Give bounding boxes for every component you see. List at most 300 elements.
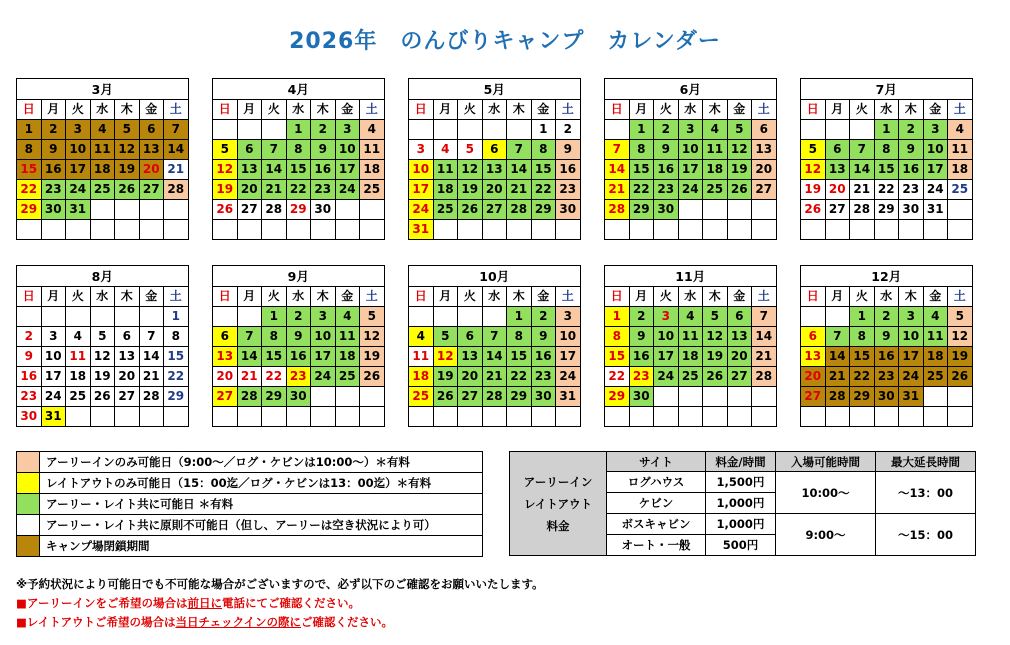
day-cell: 3 [678, 120, 703, 140]
day-cell: 19 [115, 160, 140, 180]
day-cell: 14 [752, 327, 777, 347]
day-cell: 25 [335, 367, 360, 387]
day-cell: 9 [531, 327, 556, 347]
day-cell: 31 [409, 220, 434, 240]
day-cell: 7 [752, 307, 777, 327]
day-cell: 22 [531, 180, 556, 200]
fee-label-line: レイトアウト [523, 496, 593, 511]
day-cell: 16 [41, 160, 66, 180]
day-cell [458, 307, 483, 327]
day-cell: 27 [801, 387, 826, 407]
day-cell [948, 407, 973, 427]
day-cell: 6 [458, 327, 483, 347]
day-cell [482, 307, 507, 327]
day-cell: 8 [286, 140, 311, 160]
day-cell: 8 [531, 140, 556, 160]
day-cell: 25 [678, 367, 703, 387]
day-cell: 8 [262, 327, 287, 347]
day-cell: 2 [899, 120, 924, 140]
day-cell [66, 220, 91, 240]
weekday-header: 月 [825, 100, 850, 120]
fee-label-line: アーリーイン [523, 474, 593, 489]
day-cell: 17 [654, 347, 679, 367]
day-cell: 25 [360, 180, 385, 200]
note-emphasis: 前日に [187, 596, 223, 610]
day-cell [923, 387, 948, 407]
weekday-header: 火 [458, 287, 483, 307]
day-cell [605, 220, 630, 240]
day-cell [311, 387, 336, 407]
weekday-header: 火 [654, 100, 679, 120]
day-cell: 22 [164, 367, 189, 387]
day-cell [654, 387, 679, 407]
day-cell: 27 [237, 200, 262, 220]
day-cell [409, 307, 434, 327]
weekday-header: 土 [752, 100, 777, 120]
month-label: 7月 [801, 79, 973, 100]
month-calendar [604, 78, 777, 240]
day-cell [433, 407, 458, 427]
weekday-header: 土 [360, 287, 385, 307]
day-cell: 23 [899, 180, 924, 200]
fee-max-time: ～13：00 [876, 472, 976, 514]
day-cell: 7 [139, 327, 164, 347]
day-cell: 10 [66, 140, 91, 160]
day-cell: 27 [139, 180, 164, 200]
day-cell: 6 [139, 120, 164, 140]
day-cell [139, 307, 164, 327]
day-cell: 20 [482, 180, 507, 200]
day-cell: 13 [237, 160, 262, 180]
legend-row [17, 494, 483, 515]
day-cell [507, 407, 532, 427]
day-cell [335, 200, 360, 220]
weekday-header: 金 [923, 287, 948, 307]
day-cell [164, 200, 189, 220]
day-cell [678, 387, 703, 407]
day-cell [727, 200, 752, 220]
day-cell: 15 [629, 160, 654, 180]
day-cell [213, 307, 238, 327]
day-cell [948, 387, 973, 407]
day-cell: 8 [850, 327, 875, 347]
day-cell: 6 [237, 140, 262, 160]
weekday-header: 日 [409, 287, 434, 307]
day-cell: 13 [801, 347, 826, 367]
day-cell [825, 407, 850, 427]
weekday-header: 水 [90, 287, 115, 307]
day-cell: 27 [115, 387, 140, 407]
day-cell [752, 220, 777, 240]
day-cell: 23 [629, 367, 654, 387]
day-cell [703, 200, 728, 220]
day-cell [703, 407, 728, 427]
weekday-header: 火 [66, 287, 91, 307]
weekday-header: 月 [825, 287, 850, 307]
day-cell: 8 [17, 140, 42, 160]
day-cell: 19 [703, 347, 728, 367]
day-cell: 13 [458, 347, 483, 367]
day-cell [115, 200, 140, 220]
day-cell: 23 [17, 387, 42, 407]
day-cell: 17 [923, 160, 948, 180]
weekday-header: 月 [629, 100, 654, 120]
day-cell [531, 220, 556, 240]
day-cell: 28 [482, 387, 507, 407]
day-cell: 16 [17, 367, 42, 387]
weekday-header: 土 [164, 287, 189, 307]
day-cell: 29 [874, 200, 899, 220]
day-cell: 1 [507, 307, 532, 327]
day-cell [678, 220, 703, 240]
day-cell: 29 [850, 387, 875, 407]
day-cell [164, 220, 189, 240]
day-cell: 5 [703, 307, 728, 327]
day-cell: 6 [115, 327, 140, 347]
day-cell: 14 [825, 347, 850, 367]
day-cell: 11 [948, 140, 973, 160]
day-cell: 30 [41, 200, 66, 220]
day-cell: 29 [286, 200, 311, 220]
day-cell: 14 [605, 160, 630, 180]
day-cell: 8 [507, 327, 532, 347]
day-cell: 3 [66, 120, 91, 140]
day-cell: 9 [629, 327, 654, 347]
day-cell: 12 [801, 160, 826, 180]
day-cell: 9 [874, 327, 899, 347]
day-cell: 11 [90, 140, 115, 160]
legend-swatch [17, 473, 40, 494]
fee-header-price: 料金/時間 [706, 452, 776, 472]
day-cell: 17 [678, 160, 703, 180]
day-cell: 19 [360, 347, 385, 367]
day-cell: 1 [286, 120, 311, 140]
weekday-header: 水 [482, 287, 507, 307]
day-cell: 24 [678, 180, 703, 200]
weekday-header: 火 [262, 287, 287, 307]
day-cell: 3 [335, 120, 360, 140]
day-cell: 14 [507, 160, 532, 180]
day-cell: 24 [335, 180, 360, 200]
day-cell: 6 [727, 307, 752, 327]
legend-swatch [17, 536, 40, 557]
day-cell [360, 407, 385, 427]
day-cell: 3 [409, 140, 434, 160]
day-cell: 29 [507, 387, 532, 407]
day-cell: 26 [90, 387, 115, 407]
day-cell: 15 [531, 160, 556, 180]
weekday-header: 水 [482, 100, 507, 120]
day-cell [286, 407, 311, 427]
weekday-header: 土 [556, 100, 581, 120]
weekday-header: 日 [605, 287, 630, 307]
day-cell: 1 [850, 307, 875, 327]
day-cell: 5 [727, 120, 752, 140]
fee-price: 1,500円 [706, 472, 776, 493]
fee-entry-time: 9:00～ [776, 514, 876, 556]
weekday-header: 月 [41, 287, 66, 307]
weekday-header: 土 [360, 100, 385, 120]
day-cell: 13 [752, 140, 777, 160]
note-text: ■レイトアウトご希望の場合は [16, 615, 176, 629]
day-cell: 9 [311, 140, 336, 160]
day-cell [654, 407, 679, 427]
weekday-header: 月 [433, 287, 458, 307]
day-cell: 18 [335, 347, 360, 367]
day-cell [923, 407, 948, 427]
day-cell: 15 [850, 347, 875, 367]
day-cell: 7 [825, 327, 850, 347]
day-cell [825, 307, 850, 327]
day-cell: 1 [17, 120, 42, 140]
day-cell: 15 [874, 160, 899, 180]
day-cell [629, 407, 654, 427]
day-cell: 8 [605, 327, 630, 347]
day-cell [139, 200, 164, 220]
day-cell [66, 407, 91, 427]
weekday-header: 日 [17, 100, 42, 120]
day-cell: 20 [752, 160, 777, 180]
day-cell: 26 [801, 200, 826, 220]
month-label: 6月 [605, 79, 777, 100]
weekday-header: 金 [727, 100, 752, 120]
day-cell: 22 [17, 180, 42, 200]
day-cell: 11 [335, 327, 360, 347]
day-cell: 5 [115, 120, 140, 140]
day-cell [874, 407, 899, 427]
day-cell [825, 220, 850, 240]
fee-header-max: 最大延長時間 [876, 452, 976, 472]
weekday-header: 木 [899, 287, 924, 307]
day-cell [482, 120, 507, 140]
day-cell: 22 [874, 180, 899, 200]
day-cell: 10 [899, 327, 924, 347]
day-cell [654, 220, 679, 240]
day-cell: 15 [286, 160, 311, 180]
day-cell: 24 [41, 387, 66, 407]
day-cell: 21 [139, 367, 164, 387]
weekday-header: 木 [115, 287, 140, 307]
day-cell: 19 [458, 180, 483, 200]
note-3 [16, 613, 544, 632]
page-title: 2026年 のんびりキャンプ カレンダー [289, 29, 721, 54]
day-cell [262, 220, 287, 240]
weekday-header: 木 [507, 100, 532, 120]
day-cell: 23 [874, 367, 899, 387]
day-cell [605, 407, 630, 427]
fee-site: ボスキャビン [607, 514, 706, 535]
day-cell: 31 [923, 200, 948, 220]
day-cell [90, 200, 115, 220]
day-cell: 29 [629, 200, 654, 220]
day-cell [41, 220, 66, 240]
day-cell: 14 [164, 140, 189, 160]
day-cell: 6 [801, 327, 826, 347]
day-cell [237, 307, 262, 327]
weekday-header: 月 [433, 100, 458, 120]
weekday-header: 土 [556, 287, 581, 307]
day-cell: 13 [139, 140, 164, 160]
day-cell: 27 [213, 387, 238, 407]
day-cell: 4 [409, 327, 434, 347]
day-cell [678, 200, 703, 220]
day-cell [17, 220, 42, 240]
day-cell: 4 [335, 307, 360, 327]
day-cell: 20 [727, 347, 752, 367]
day-cell [213, 220, 238, 240]
weekday-header: 日 [801, 287, 826, 307]
day-cell: 4 [360, 120, 385, 140]
day-cell: 25 [948, 180, 973, 200]
day-cell [727, 220, 752, 240]
weekday-header: 木 [311, 287, 336, 307]
day-cell: 23 [654, 180, 679, 200]
day-cell: 8 [629, 140, 654, 160]
day-cell: 25 [923, 367, 948, 387]
day-cell: 27 [458, 387, 483, 407]
day-cell: 20 [115, 367, 140, 387]
day-cell: 9 [899, 140, 924, 160]
weekday-header: 火 [66, 100, 91, 120]
day-cell: 18 [678, 347, 703, 367]
day-cell: 9 [17, 347, 42, 367]
day-cell: 26 [703, 367, 728, 387]
day-cell: 31 [41, 407, 66, 427]
day-cell: 27 [727, 367, 752, 387]
day-cell: 27 [482, 200, 507, 220]
fee-price: 500円 [706, 535, 776, 556]
day-cell [335, 387, 360, 407]
month-label: 8月 [17, 266, 189, 287]
day-cell [213, 407, 238, 427]
day-cell: 28 [752, 367, 777, 387]
day-cell: 16 [874, 347, 899, 367]
weekday-header: 火 [850, 287, 875, 307]
day-cell: 5 [213, 140, 238, 160]
day-cell: 18 [923, 347, 948, 367]
legend-text: レイトアウトのみ可能日（15：00迄／ログ・ケビンは13：00迄）＊有料 [40, 473, 483, 494]
day-cell: 23 [41, 180, 66, 200]
day-cell [139, 407, 164, 427]
weekday-header: 日 [801, 100, 826, 120]
day-cell: 7 [605, 140, 630, 160]
day-cell: 30 [654, 200, 679, 220]
day-cell: 15 [605, 347, 630, 367]
month-calendar [408, 78, 581, 240]
day-cell: 29 [17, 200, 42, 220]
day-cell: 9 [556, 140, 581, 160]
weekday-header: 水 [874, 100, 899, 120]
fee-price: 1,000円 [706, 514, 776, 535]
legend-text: キャンプ場閉鎖期間 [40, 536, 483, 557]
day-cell: 11 [703, 140, 728, 160]
day-cell [90, 220, 115, 240]
day-cell: 20 [213, 367, 238, 387]
day-cell: 20 [139, 160, 164, 180]
day-cell: 24 [409, 200, 434, 220]
day-cell [360, 387, 385, 407]
day-cell: 18 [360, 160, 385, 180]
legend-swatch [17, 515, 40, 536]
day-cell: 12 [458, 160, 483, 180]
day-cell: 1 [874, 120, 899, 140]
day-cell: 29 [262, 387, 287, 407]
day-cell: 19 [90, 367, 115, 387]
month-label: 10月 [409, 266, 581, 287]
day-cell [923, 220, 948, 240]
day-cell: 11 [923, 327, 948, 347]
day-cell: 14 [482, 347, 507, 367]
weekday-header: 金 [923, 100, 948, 120]
day-cell: 11 [678, 327, 703, 347]
day-cell: 28 [262, 200, 287, 220]
day-cell: 19 [433, 367, 458, 387]
day-cell: 7 [507, 140, 532, 160]
weekday-header: 月 [629, 287, 654, 307]
legend-text: アーリーインのみ可能日（9:00～／ログ・ケビンは10:00～）＊有料 [40, 452, 483, 473]
weekday-header: 金 [139, 287, 164, 307]
day-cell [458, 407, 483, 427]
day-cell: 17 [66, 160, 91, 180]
day-cell: 19 [213, 180, 238, 200]
day-cell: 21 [237, 367, 262, 387]
day-cell [335, 407, 360, 427]
fee-table [509, 451, 976, 556]
weekday-header: 木 [507, 287, 532, 307]
day-cell: 20 [801, 367, 826, 387]
day-cell: 11 [409, 347, 434, 367]
day-cell: 16 [311, 160, 336, 180]
day-cell: 1 [164, 307, 189, 327]
day-cell: 20 [237, 180, 262, 200]
day-cell [115, 307, 140, 327]
day-cell: 3 [556, 307, 581, 327]
day-cell: 3 [311, 307, 336, 327]
day-cell: 12 [360, 327, 385, 347]
note-text: ■アーリーインをご希望の場合は [16, 596, 188, 610]
legend-text: アーリー・レイト共に原則不可能日（但し、アーリーは空き状況により可） [40, 515, 483, 536]
day-cell: 26 [948, 367, 973, 387]
day-cell: 21 [507, 180, 532, 200]
legend-row [17, 452, 483, 473]
day-cell: 23 [556, 180, 581, 200]
day-cell: 14 [262, 160, 287, 180]
day-cell [752, 200, 777, 220]
day-cell [948, 200, 973, 220]
day-cell: 29 [605, 387, 630, 407]
day-cell: 18 [948, 160, 973, 180]
day-cell [850, 120, 875, 140]
day-cell: 5 [360, 307, 385, 327]
day-cell [237, 407, 262, 427]
notes [16, 575, 544, 632]
day-cell: 24 [311, 367, 336, 387]
day-cell: 14 [139, 347, 164, 367]
day-cell [556, 220, 581, 240]
day-cell: 7 [850, 140, 875, 160]
day-cell: 21 [825, 367, 850, 387]
day-cell: 26 [727, 180, 752, 200]
month-calendar [212, 265, 385, 427]
weekday-header: 土 [752, 287, 777, 307]
fee-site: オート・一般 [607, 535, 706, 556]
day-cell: 21 [752, 347, 777, 367]
day-cell [727, 387, 752, 407]
day-cell: 25 [703, 180, 728, 200]
day-cell: 10 [556, 327, 581, 347]
day-cell: 10 [678, 140, 703, 160]
day-cell [801, 120, 826, 140]
